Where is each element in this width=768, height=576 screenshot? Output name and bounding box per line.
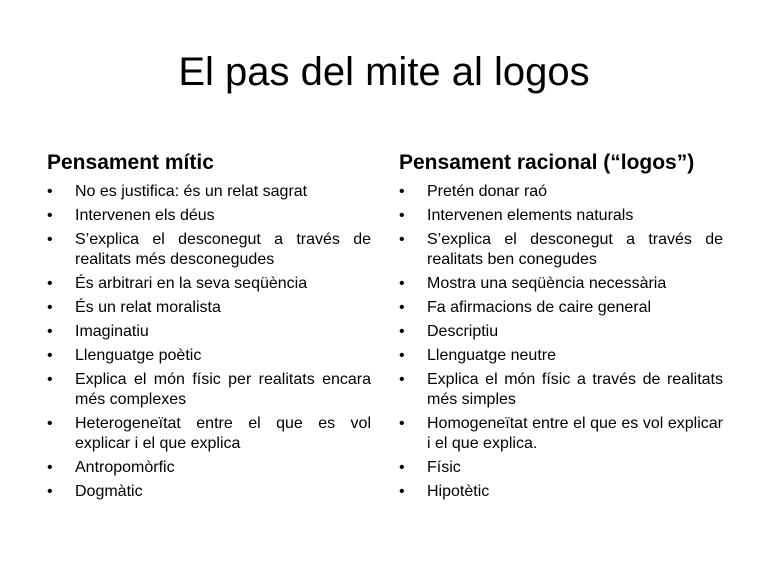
list-item — [399, 206, 723, 226]
list-item-text: Mostra una seqüència necessària — [427, 275, 667, 292]
mythic-thought-column — [47, 148, 371, 506]
list-item-text: S’explica el desconegut a través de realitats ben conegudes — [427, 231, 723, 268]
list-item-text: Explica el món físic per realitats encara més complexes — [75, 371, 371, 408]
list-item — [47, 274, 371, 294]
list-item-text: Pretén donar raó — [427, 183, 548, 200]
list-item-text: És arbitrari en la seva seqüència — [75, 275, 308, 292]
list-item — [47, 230, 371, 270]
list-item — [47, 346, 371, 366]
rational-thought-heading: Pensament racional (“logos”) — [399, 151, 695, 174]
list-item-text: No es justifica: és un relat sagrat — [75, 183, 308, 200]
mythic-thought-list — [47, 182, 371, 502]
list-item — [47, 414, 371, 454]
bullet-icon: • — [47, 183, 53, 200]
bullet-icon: • — [47, 459, 53, 476]
list-item — [47, 482, 371, 502]
bullet-icon: • — [399, 231, 405, 248]
bullet-icon: • — [47, 231, 53, 248]
list-item-text: Intervenen elements naturals — [427, 207, 634, 224]
bullet-icon: • — [399, 323, 405, 340]
bullet-icon: • — [399, 459, 405, 476]
list-item-text: S’explica el desconegut a través de realitats més desconegudes — [75, 231, 371, 268]
bullet-icon: • — [47, 207, 53, 224]
list-item — [399, 230, 723, 270]
list-item — [399, 346, 723, 366]
bullet-icon: • — [47, 483, 53, 500]
list-item-text: Hipotètic — [427, 483, 490, 500]
list-item-text: És un relat moralista — [75, 299, 221, 316]
list-item — [47, 322, 371, 342]
bullet-icon: • — [47, 415, 53, 432]
rational-thought-list — [399, 182, 723, 502]
mythic-thought-heading: Pensament mític — [47, 151, 214, 174]
bullet-icon: • — [399, 483, 405, 500]
list-item-text: Descriptiu — [427, 323, 499, 340]
list-item — [399, 182, 723, 202]
list-item — [399, 482, 723, 502]
bullet-icon: • — [47, 299, 53, 316]
list-item — [47, 298, 371, 318]
list-item-text: Fa afirmacions de caire general — [427, 299, 652, 316]
list-item — [47, 370, 371, 410]
list-item — [47, 458, 371, 478]
list-item — [399, 370, 723, 410]
rational-thought-column — [399, 148, 723, 506]
bullet-icon: • — [47, 347, 53, 364]
list-item — [399, 274, 723, 294]
list-item — [399, 414, 723, 454]
list-item-text: Explica el món físic a través de realitats més simples — [427, 371, 723, 408]
list-item-text: Llenguatge neutre — [427, 347, 556, 364]
list-item — [399, 458, 723, 478]
list-item-text: Antropomòrfic — [75, 459, 175, 476]
list-item — [47, 182, 371, 202]
list-item-text: Dogmàtic — [75, 483, 143, 500]
bullet-icon: • — [399, 347, 405, 364]
bullet-icon: • — [399, 207, 405, 224]
list-item-text: Heterogeneïtat entre el que es vol explicar i el que explica — [75, 415, 371, 452]
list-item-text: Físic — [427, 459, 461, 476]
bullet-icon: • — [399, 183, 405, 200]
slide-title: El pas del mite al logos — [178, 50, 590, 94]
bullet-icon: • — [47, 323, 53, 340]
list-item-text: Homogeneïtat entre el que es vol explicar i el que explica. — [427, 415, 723, 452]
bullet-icon: • — [399, 299, 405, 316]
list-item-text: Intervenen els déus — [75, 207, 215, 224]
list-item — [399, 298, 723, 318]
bullet-icon: • — [47, 371, 53, 388]
list-item-text: Llenguatge poètic — [75, 347, 202, 364]
bullet-icon: • — [399, 415, 405, 432]
list-item-text: Imaginatiu — [75, 323, 149, 340]
list-item — [399, 322, 723, 342]
list-item — [47, 206, 371, 226]
bullet-icon: • — [399, 275, 405, 292]
bullet-icon: • — [47, 275, 53, 292]
bullet-icon: • — [399, 371, 405, 388]
